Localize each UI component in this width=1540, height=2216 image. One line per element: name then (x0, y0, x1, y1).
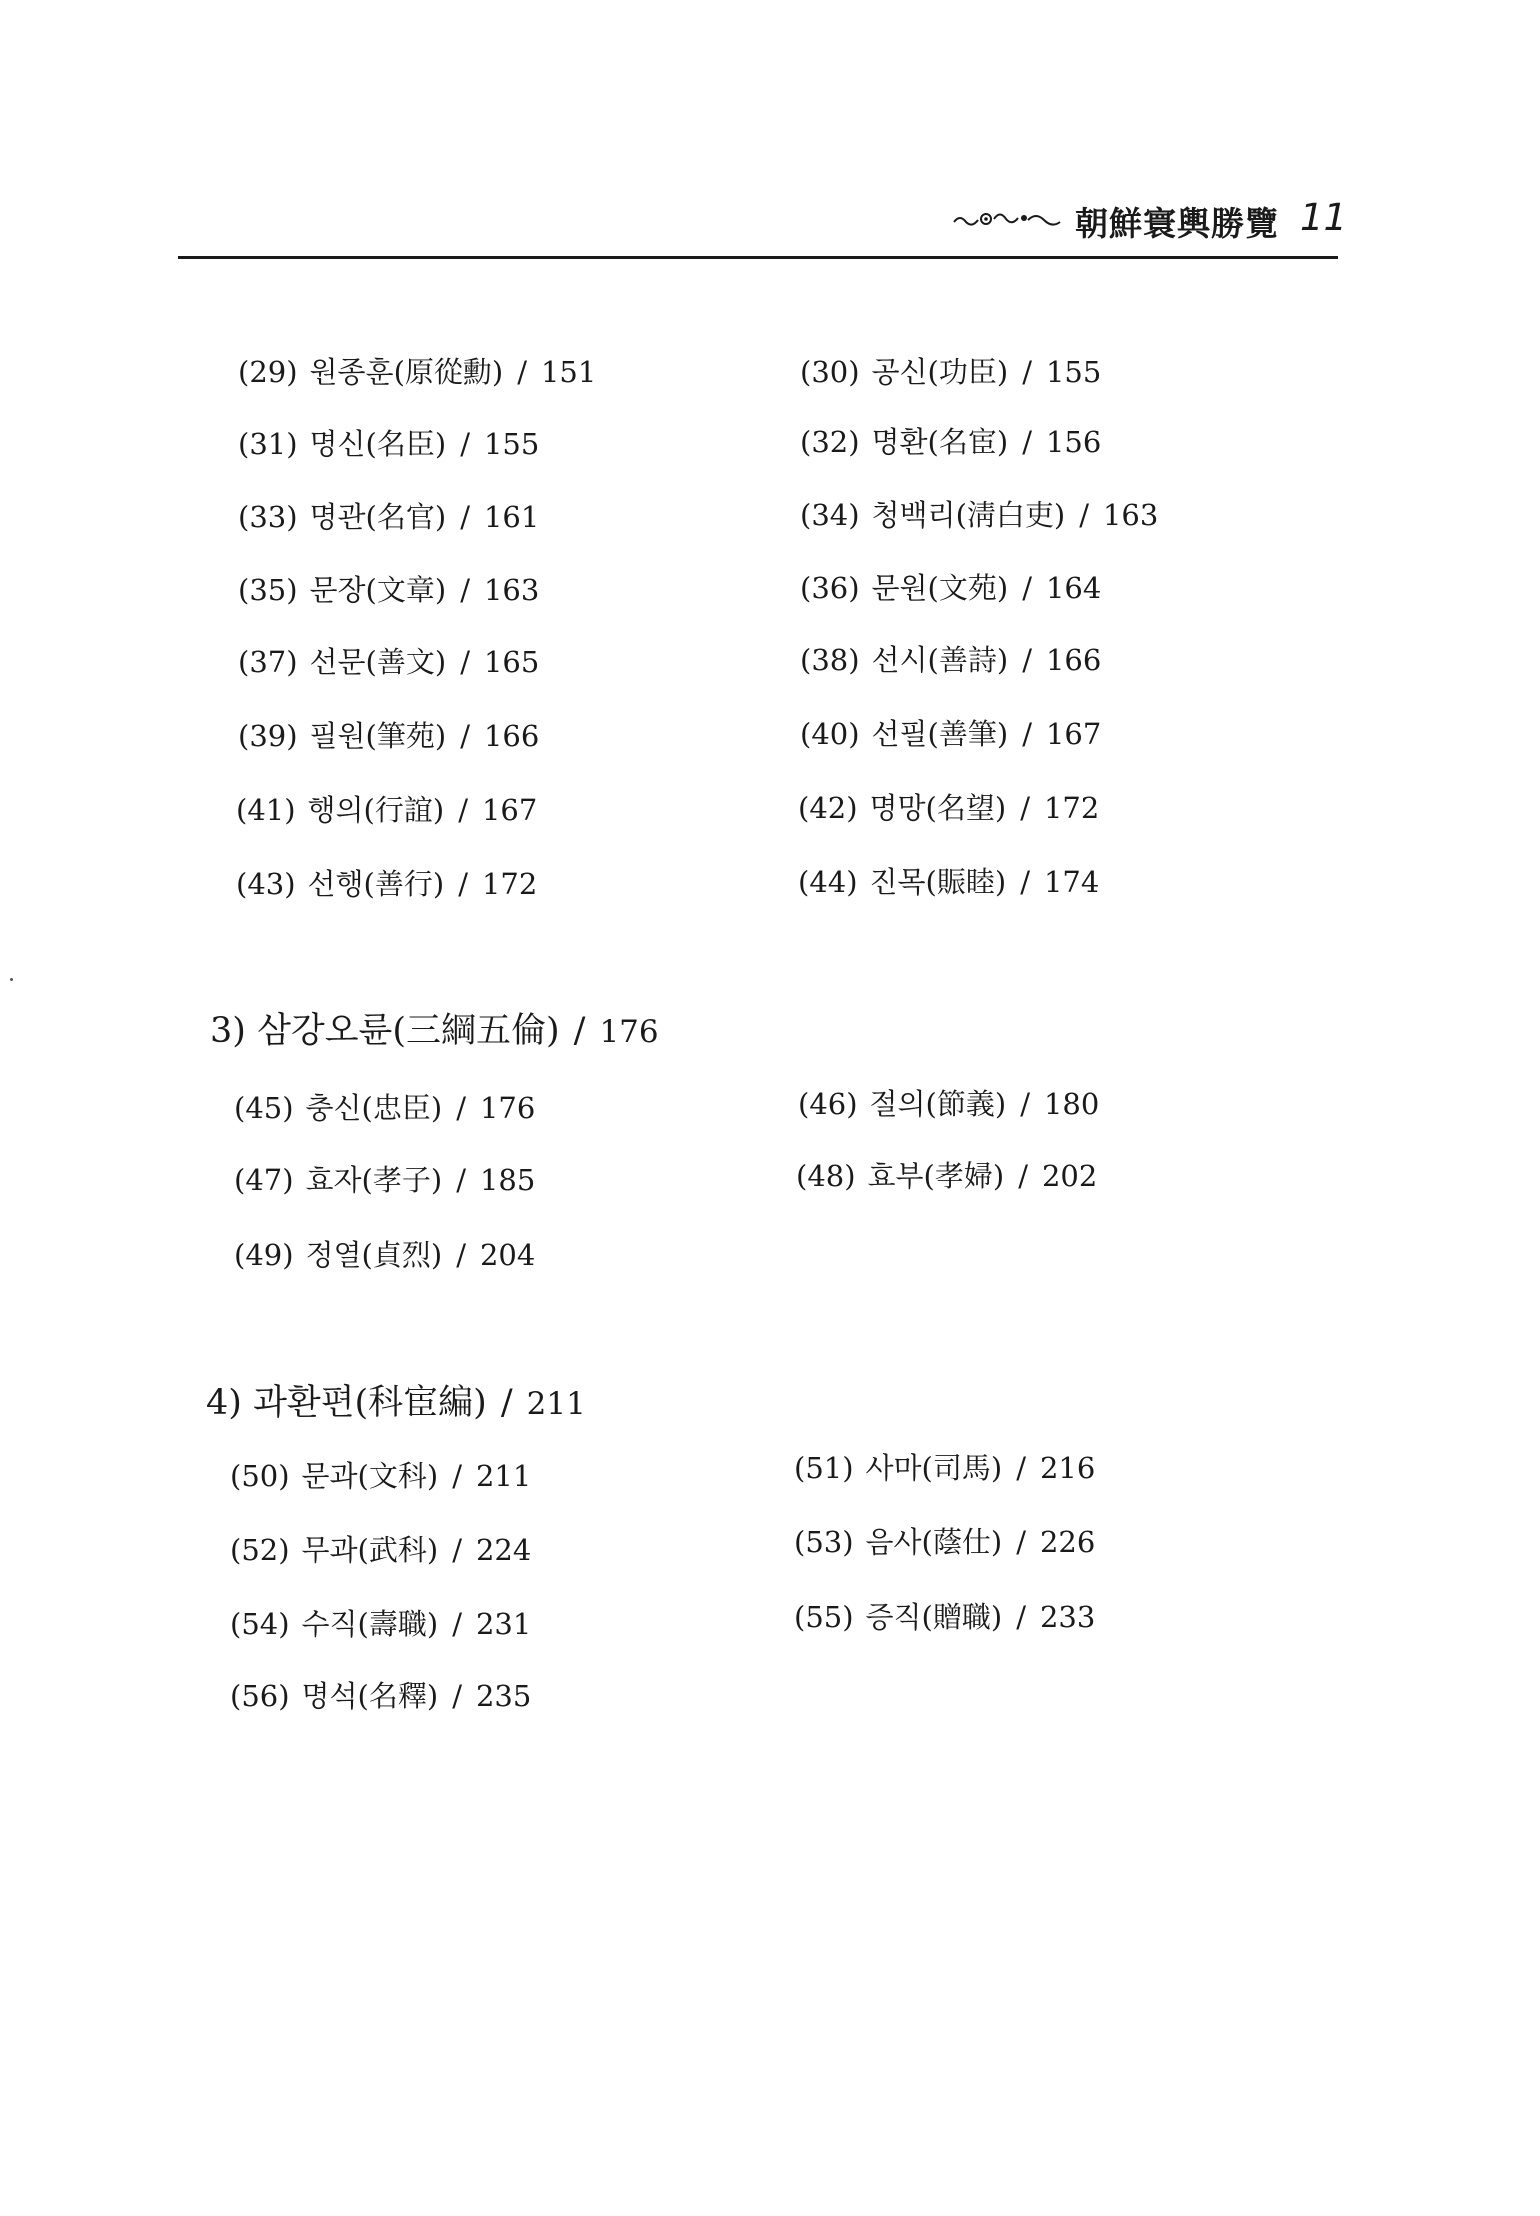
toc-entry-42: (42) 명망(名望) / 172 (798, 791, 1100, 825)
toc-entry-50: (50) 문과(文科) / 211 (230, 1459, 532, 1493)
toc-entry-46: (46) 절의(節義) / 180 (798, 1087, 1100, 1121)
toc-entry-31: (31) 명신(名臣) / 155 (238, 427, 540, 461)
section-heading-3: 3) 삼강오륜(三綱五倫) / 176 (210, 1011, 659, 1051)
toc-entry-44: (44) 진목(賑睦) / 174 (798, 865, 1100, 899)
toc-entry-29: (29) 원종훈(原從勳) / 151 (238, 355, 597, 389)
toc-entry-43: (43) 선행(善行) / 172 (236, 867, 538, 901)
toc-entry-33: (33) 명관(名官) / 161 (238, 500, 540, 534)
toc-entry-34: (34) 청백리(淸白吏) / 163 (800, 498, 1159, 532)
toc-entry-49: (49) 정열(貞烈) / 204 (234, 1238, 536, 1272)
toc-entry-30: (30) 공신(功臣) / 155 (800, 355, 1102, 389)
toc-entry-41: (41) 행의(行誼) / 167 (236, 793, 538, 827)
toc-entry-54: (54) 수직(壽職) / 231 (230, 1607, 532, 1641)
decorative-flourish-icon (952, 206, 1062, 230)
section-heading-4: 4) 과환편(科宦編) / 211 (206, 1383, 586, 1423)
toc-entry-47: (47) 효자(孝子) / 185 (234, 1163, 536, 1197)
toc-entry-55: (55) 증직(贈職) / 233 (794, 1600, 1096, 1634)
page-number: 11 (1300, 196, 1348, 239)
toc-entry-39: (39) 필원(筆苑) / 166 (238, 719, 540, 753)
toc-entry-40: (40) 선필(善筆) / 167 (800, 717, 1102, 751)
toc-entry-53: (53) 음사(蔭仕) / 226 (794, 1525, 1096, 1559)
scan-speck (10, 978, 13, 981)
toc-entry-52: (52) 무과(武科) / 224 (230, 1533, 532, 1567)
toc-entry-51: (51) 사마(司馬) / 216 (794, 1451, 1096, 1485)
toc-entry-48: (48) 효부(孝婦) / 202 (796, 1159, 1098, 1193)
toc-entry-36: (36) 문원(文苑) / 164 (800, 571, 1102, 605)
running-header-title: 朝鮮寰輿勝覽 (1075, 204, 1279, 243)
toc-entry-38: (38) 선시(善詩) / 166 (800, 643, 1102, 677)
toc-entry-32: (32) 명환(名宦) / 156 (800, 425, 1102, 459)
toc-entry-35: (35) 문장(文章) / 163 (238, 573, 540, 607)
toc-entry-56: (56) 명석(名釋) / 235 (230, 1679, 532, 1713)
header-rule (178, 256, 1338, 259)
toc-entry-37: (37) 선문(善文) / 165 (238, 645, 540, 679)
toc-entry-45: (45) 충신(忠臣) / 176 (234, 1091, 536, 1125)
